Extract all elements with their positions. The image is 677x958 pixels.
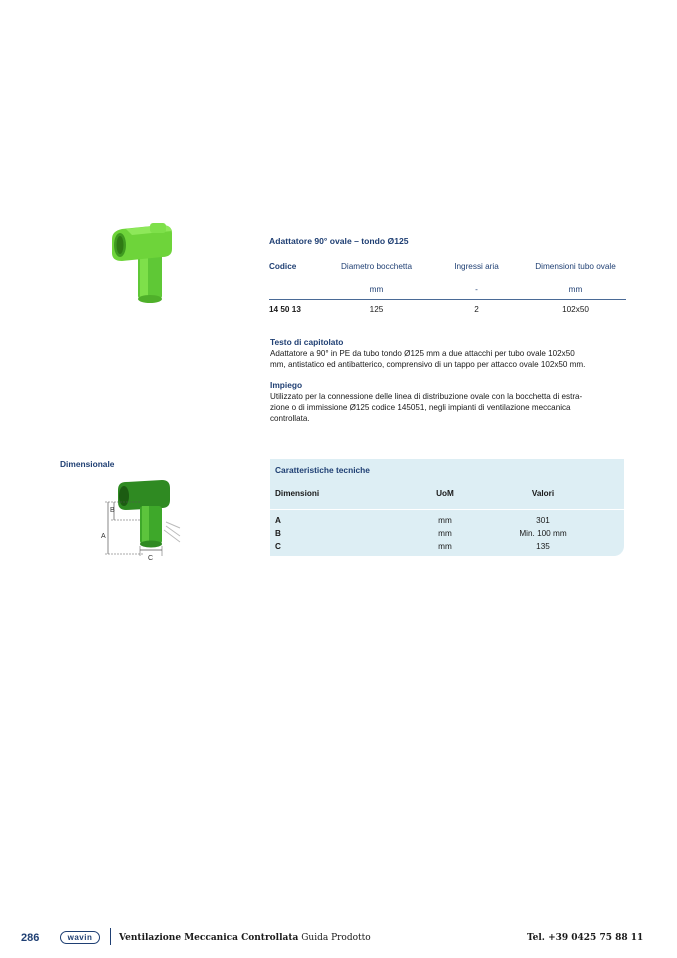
dim-label-a: A	[101, 533, 106, 540]
usage-line: Utilizzato per la connessione delle linea di distribuzione ovale con la bocchetta di estra-	[270, 392, 583, 401]
tech-value: Min. 100 mm	[519, 529, 567, 538]
spec-text-body	[270, 348, 626, 370]
tech-dim: B	[275, 529, 281, 538]
spec-text-line: Adattatore a 90° in PE da tubo tondo Ø125 mm a due attacchi per tubo ovale 102x50	[270, 349, 575, 358]
product-table-units	[269, 285, 626, 297]
spec-text-line: mm, antistatico ed antibatterico, comprensivo di un tappo per attacco ovale 102x50 mm.	[270, 360, 586, 369]
dim-label-c: C	[148, 555, 154, 560]
footer-title	[119, 933, 371, 943]
tech-header-valori: Valori	[531, 489, 555, 498]
page-footer	[0, 928, 677, 948]
usage-line: controllata.	[270, 414, 310, 423]
unit-diametro: mm	[369, 285, 384, 294]
unit-ingressi: -	[475, 285, 478, 294]
col-dimensioni: Dimensioni tubo ovale	[535, 262, 616, 271]
page-number: 286	[21, 932, 40, 944]
tech-dim: A	[275, 516, 281, 525]
product-table-header	[269, 262, 626, 274]
tech-uom: mm	[438, 516, 452, 525]
table-row	[269, 305, 626, 317]
tech-header-dimensioni: Dimensioni	[275, 489, 320, 498]
tech-value: 301	[536, 516, 550, 525]
tech-uom: mm	[438, 529, 452, 538]
spec-text-title: Testo di capitolato	[270, 337, 344, 347]
tech-header-uom: UoM	[436, 489, 454, 498]
footer-divider	[110, 928, 111, 945]
usage-line: zione o di immissione Ø125 codice 145051, negli impianti di ventilazione meccanica	[270, 403, 571, 412]
product-image	[106, 217, 176, 305]
tech-title: Caratteristiche tecniche	[275, 465, 370, 475]
cell-dimensioni: 102x50	[562, 305, 589, 314]
tech-uom: mm	[438, 542, 452, 551]
cell-codice: 14 50 13	[269, 305, 301, 314]
tech-divider	[270, 509, 624, 510]
dimensional-drawing	[100, 476, 184, 560]
footer-title-rest: Guida Prodotto	[298, 933, 371, 943]
tech-value: 135	[536, 542, 550, 551]
cell-ingressi: 2	[474, 305, 479, 314]
unit-dimensioni: mm	[568, 285, 583, 294]
usage-body	[270, 391, 626, 424]
tech-characteristics-box	[270, 459, 624, 556]
usage-title: Impiego	[270, 380, 303, 390]
product-title: Adattatore 90° ovale – tondo Ø125	[269, 236, 409, 246]
tech-dim: C	[275, 542, 281, 551]
col-ingressi: Ingressi aria	[454, 262, 499, 271]
wavin-logo: wavin	[60, 931, 100, 944]
cell-diametro: 125	[369, 305, 384, 314]
col-diametro: Diametro bocchetta	[341, 262, 412, 271]
footer-phone: Tel. +39 0425 75 88 11	[527, 933, 644, 943]
dim-label-b: B	[110, 507, 115, 514]
col-codice: Codice	[269, 262, 297, 271]
dimensional-label: Dimensionale	[60, 459, 115, 469]
table-divider	[269, 299, 626, 300]
footer-title-bold: Ventilazione Meccanica Controllata	[119, 933, 299, 943]
